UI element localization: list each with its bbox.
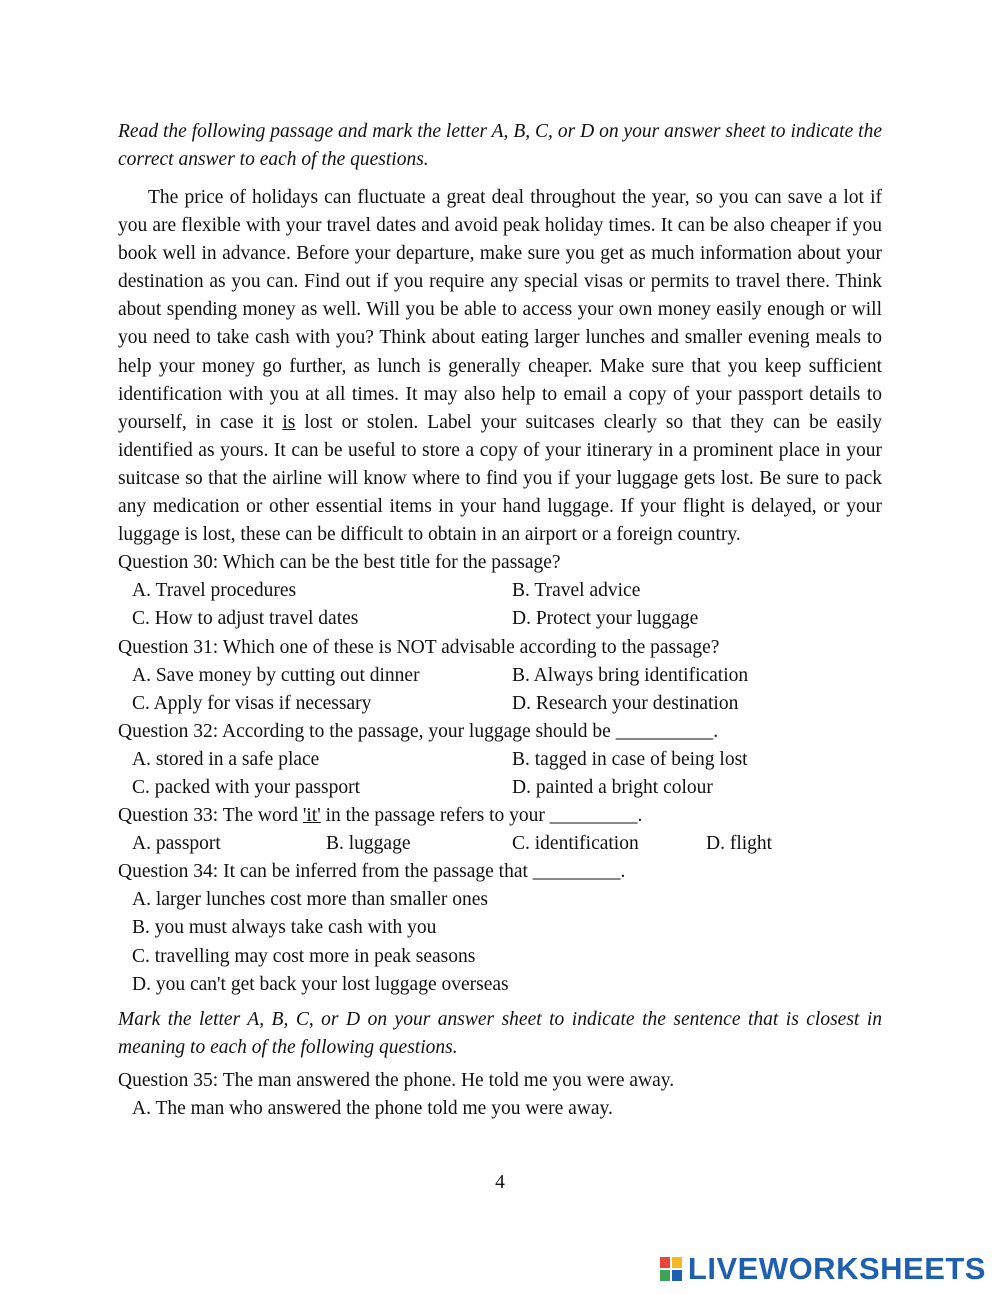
question-32-stem: Question 32: According to the passage, your luggage should be __________.	[118, 720, 719, 742]
question-30-option-c[interactable]: C. How to adjust travel dates	[132, 608, 359, 630]
question-32-option-c[interactable]: C. packed with your passport	[132, 776, 361, 798]
worksheet-page	[118, 118, 882, 1123]
reading-passage	[118, 184, 882, 549]
question-33-option-a[interactable]: A. passport	[132, 833, 221, 855]
question-31-options-row-1	[118, 662, 882, 690]
question-30-option-b[interactable]: B. Travel advice	[512, 580, 641, 602]
question-31-option-c[interactable]: C. Apply for visas if necessary	[132, 692, 372, 714]
liveworksheets-wordmark: LIVEWORKSHEETS	[687, 1251, 986, 1286]
question-33-options-row	[118, 830, 882, 858]
question-33-stem	[118, 802, 882, 830]
question-30-options-row-2	[118, 605, 882, 633]
passage-underlined-word: is	[282, 411, 296, 433]
question-31-option-d[interactable]: D. Research your destination	[512, 692, 739, 714]
logo-square-4	[672, 1270, 682, 1281]
question-35-stem: Question 35: The man answered the phone. He told me you were away.	[118, 1069, 675, 1091]
liveworksheets-logo-icon	[660, 1257, 682, 1281]
reading-instruction: Read the following passage and mark the letter A, B, C, or D on your answer sheet to indicate the correct answer to each of the questions.	[118, 121, 882, 170]
question-33-stem-before: Question 33: The word	[118, 805, 303, 827]
question-32-options-row-1	[118, 746, 882, 774]
question-35-option-a[interactable]: A. The man who answered the phone told me you were away.	[132, 1097, 613, 1119]
logo-square-2	[672, 1257, 682, 1268]
question-34-stem: Question 34: It can be inferred from the passage that _________.	[118, 861, 626, 883]
question-33-option-b[interactable]: B. luggage	[326, 833, 411, 855]
question-32-option-b[interactable]: B. tagged in case of being lost	[512, 748, 748, 770]
question-30-option-a[interactable]: A. Travel procedures	[132, 580, 297, 602]
passage-text-part2: lost or stolen. Label your suitcases clearly so that they can be easily identified as yours. It can be useful to store a copy of your itinerary in a prominent place in your suitcase so that the airline will know where to find you if your luggage gets lost. Be sure to pack any medication or other essential items in your hand luggage. If your flight is delayed, or your luggage is lost, these can be difficult to obtain in an airport or a foreign country.	[118, 411, 882, 546]
logo-square-3	[660, 1270, 670, 1281]
question-30-options-row-1	[118, 577, 882, 605]
question-32-option-a[interactable]: A. stored in a safe place	[132, 748, 320, 770]
logo-square-1	[660, 1257, 670, 1268]
question-34-option-c[interactable]: C. travelling may cost more in peak seasons	[132, 945, 476, 967]
liveworksheets-brand	[660, 1251, 986, 1286]
question-30-option-d[interactable]: D. Protect your luggage	[512, 608, 699, 630]
question-30-stem: Question 30: Which can be the best title for the passage?	[118, 552, 561, 574]
question-34-option-b[interactable]: B. you must always take cash with you	[132, 917, 437, 939]
passage-text-part1: The price of holidays can fluctuate a great deal throughout the year, so you can save a lot if you are flexible with your travel dates and avoid peak holiday times. It can be also cheaper if you book well in advance. Before your departure, make sure you get as much information about your destination as you can. Find out if you require any special visas or permits to travel there. Think about spending money as well. Will you be able to access your own money easily enough or will you need to take cash with you? Think about eating larger lunches and smaller evening meals to help your money go further, as lunch is generally cheaper. Make sure that you keep sufficient identification with you at all times. It may also help to email a copy of your passport details to yourself, in case it	[118, 187, 882, 433]
sentence-instruction: Mark the letter A, B, C, or D on your answer sheet to indicate the sentence that is closest in meaning to each of the following questions.	[118, 1008, 882, 1058]
question-32-option-d[interactable]: D. painted a bright colour	[512, 776, 713, 798]
question-33-stem-word: 'it'	[302, 805, 321, 827]
question-33-option-c[interactable]: C. identification	[512, 833, 639, 855]
question-31-option-a[interactable]: A. Save money by cutting out dinner	[132, 664, 420, 686]
question-32-options-row-2	[118, 774, 882, 802]
question-34-option-d[interactable]: D. you can't get back your lost luggage overseas	[132, 973, 509, 995]
question-31-options-row-2	[118, 690, 882, 718]
question-33-option-d[interactable]: D. flight	[706, 833, 773, 855]
question-33-stem-after: in the passage refers to your _________.	[320, 805, 643, 827]
page-number: 4	[495, 1172, 505, 1193]
question-34-option-a[interactable]: A. larger lunches cost more than smaller ones	[132, 889, 488, 911]
question-31-stem: Question 31: Which one of these is NOT advisable according to the passage?	[118, 636, 720, 658]
question-31-option-b[interactable]: B. Always bring identification	[512, 664, 749, 686]
